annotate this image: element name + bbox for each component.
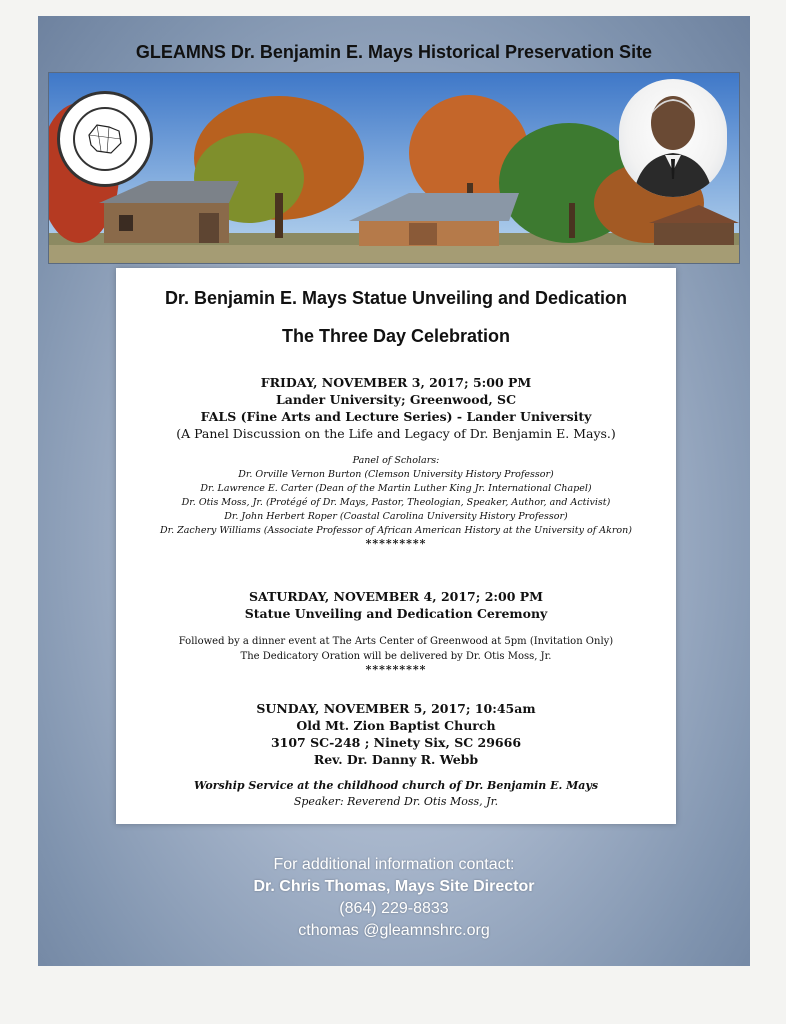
friday-date: FRIDAY, NOVEMBER 3, 2017; 5:00 PM: [260, 375, 532, 390]
panel-member: Dr. Orville Vernon Burton (Clemson University History Professor): [238, 469, 554, 480]
panel-member: Dr. Otis Moss, Jr. (Protégé of Dr. Mays, Pastor, Theologian, Speaker, Author, and Activist): [181, 497, 611, 508]
flyer: [38, 16, 750, 966]
gleamns-logo: [57, 91, 153, 187]
saturday-date: SATURDAY, NOVEMBER 4, 2017; 2:00 PM: [248, 589, 543, 604]
portrait-photo: [619, 79, 727, 197]
contact-intro: For additional information contact:: [273, 856, 515, 873]
sunday-pastor: Rev. Dr. Danny R. Webb: [313, 752, 479, 767]
event-subtitle: The Three Day Celebration: [281, 326, 511, 346]
saturday-section: [116, 588, 676, 676]
sunday-section: [116, 700, 676, 810]
panel-member: Dr. John Herbert Roper (Coastal Carolina University History Professor): [224, 511, 568, 522]
site-title: GLEAMNS Dr. Benjamin E. Mays Historical Preservation Site: [135, 42, 653, 62]
contact-block: [38, 854, 750, 942]
separator: *********: [365, 537, 427, 550]
panel-heading: Panel of Scholars:: [352, 455, 440, 466]
friday-section: [116, 374, 676, 550]
friday-description: (A Panel Discussion on the Life and Legacy of Dr. Benjamin E. Mays.): [176, 426, 616, 441]
saturday-note: The Dedicatory Oration will be delivered by Dr. Otis Moss, Jr.: [240, 651, 552, 662]
banner-photo: [48, 72, 740, 264]
separator: *********: [365, 663, 427, 676]
saturday-note: Followed by a dinner event at The Arts Center of Greenwood at 5pm (Invitation Only): [178, 636, 614, 647]
contact-email: cthomas @gleamnshrc.org: [298, 922, 490, 939]
saturday-event: Statue Unveiling and Dedication Ceremony: [244, 606, 548, 621]
contact-name: Dr. Chris Thomas, Mays Site Director: [253, 878, 535, 895]
panel-member: Dr. Lawrence E. Carter (Dean of the Martin Luther King Jr. International Chapel): [200, 483, 592, 494]
friday-location: Lander University; Greenwood, SC: [275, 392, 517, 407]
contact-phone: (864) 229-8833: [339, 900, 449, 917]
friday-series: FALS (Fine Arts and Lecture Series) - Lander University: [200, 409, 592, 424]
event-card: [116, 268, 676, 824]
sunday-church: Old Mt. Zion Baptist Church: [296, 718, 496, 733]
sunday-date: SUNDAY, NOVEMBER 5, 2017; 10:45am: [256, 701, 536, 716]
sunday-address: 3107 SC-248 ; Ninety Six, SC 29666: [270, 735, 522, 750]
sunday-service: Worship Service at the childhood church of Dr. Benjamin E. Mays: [193, 779, 599, 792]
sunday-speaker: Speaker: Reverend Dr. Otis Moss, Jr.: [293, 795, 499, 808]
panel-member: Dr. Zachery Williams (Associate Professor of African American History at the University of Akron): [160, 525, 632, 536]
map-emblem-icon: [73, 107, 137, 171]
event-title: Dr. Benjamin E. Mays Statue Unveiling and Dedication: [164, 288, 628, 308]
